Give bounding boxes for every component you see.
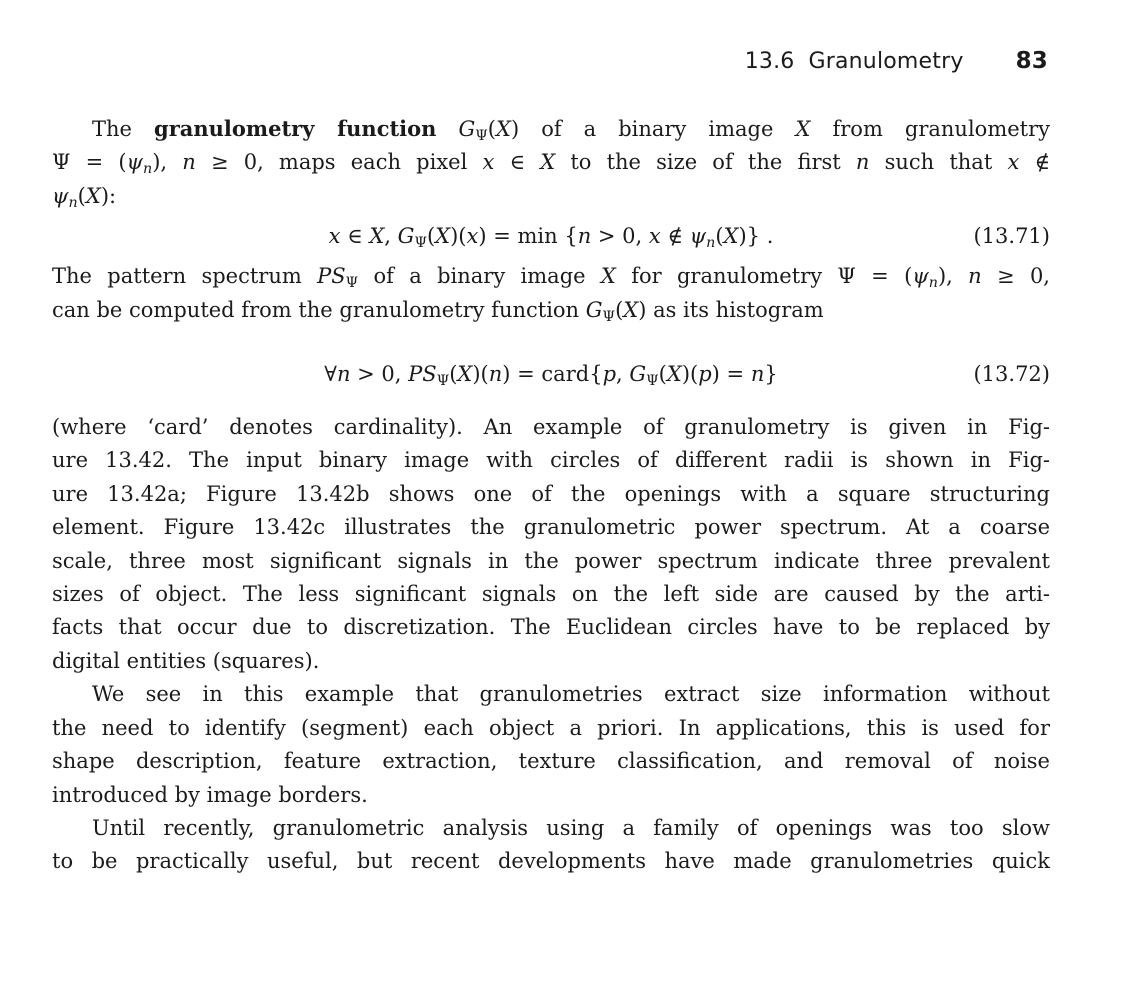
text-run: of a binary image: [519, 117, 796, 141]
paragraph: [52, 411, 1050, 678]
text-line: [52, 511, 1050, 544]
paragraph: [52, 812, 1050, 879]
text-line: [52, 779, 1050, 812]
text-run: (: [715, 224, 724, 249]
text-run: X: [435, 224, 451, 249]
text-run: n: [68, 194, 78, 211]
section-title: Granulometry: [808, 49, 964, 74]
text-run: digital entities (squares).: [52, 648, 320, 673]
text-run: x: [1007, 150, 1020, 175]
equation-body: [328, 224, 774, 252]
text-run: ),: [937, 264, 969, 289]
text-run: from granulometry: [810, 117, 1050, 141]
text-run: (: [658, 362, 667, 387]
text-run: {: [589, 362, 603, 387]
text-run: X: [496, 117, 511, 141]
text-run: facts that occur due to discretization. The Euclidean circles have to be replaced by: [52, 615, 1050, 640]
text-run: ∉: [660, 224, 690, 249]
text-run: ) = min: [478, 224, 565, 249]
text-run: the need to identify (segment) each object a priori. In applications, this is used for: [52, 715, 1050, 740]
page-body: [52, 112, 1050, 879]
text-run: )(: [450, 224, 467, 249]
text-run: n: [706, 235, 716, 252]
text-run: )(: [681, 362, 699, 387]
text-run: to be practically useful, but recent developments have made granulometries quick: [52, 849, 1050, 874]
equation-body: [324, 362, 778, 390]
text-run: element. Figure 13.42c illustrates the granulometric power spectrum. At a coarse: [52, 515, 1050, 540]
text-line: [52, 645, 1050, 678]
text-line: [52, 411, 1050, 444]
text-run: } .: [746, 224, 774, 249]
text-line: [52, 611, 1050, 644]
text-run: n: [488, 362, 503, 387]
text-run: ) =: [711, 362, 751, 387]
page-number: 83: [1015, 48, 1048, 74]
text-run: )(: [472, 362, 489, 387]
text-run: X: [666, 362, 682, 387]
text-run: ) = card: [502, 362, 590, 387]
text-line: [52, 678, 1050, 711]
text-run: p: [602, 362, 617, 387]
text-run: n: [855, 150, 870, 175]
text-line: [52, 444, 1050, 477]
paragraph: [52, 260, 1050, 327]
text-run: The: [92, 117, 155, 141]
text-run: Ψ: [602, 308, 616, 325]
text-run: ) as its histogram: [638, 297, 824, 322]
text-line: [52, 180, 1050, 213]
text-run: G: [629, 362, 647, 387]
text-run: X: [723, 224, 739, 249]
text-run: x: [482, 150, 495, 175]
text-run: n: [143, 161, 153, 178]
text-run: x: [648, 224, 661, 249]
text-run: G: [458, 117, 476, 141]
text-run: ≥ 0, maps each pixel: [195, 150, 483, 175]
text-line: [52, 712, 1050, 745]
text-line: [52, 812, 1050, 845]
text-run: G: [397, 224, 415, 249]
text-run: ψ: [689, 224, 707, 249]
paragraph: [52, 678, 1050, 812]
text-run: X: [623, 297, 639, 322]
text-run: n: [968, 264, 982, 289]
text-run: Ψ: [436, 373, 450, 390]
text-run: ψ: [912, 264, 929, 289]
text-run: > 0,: [591, 224, 649, 249]
text-run: ψ: [52, 183, 69, 208]
text-run: ∈: [340, 224, 370, 249]
text-run: G: [585, 297, 603, 322]
text-run: [436, 117, 458, 141]
text-run: We see in this example that granulometries extract size information without: [92, 682, 1050, 707]
text-run: Until recently, granulometric analysis using a family of openings was too slow: [92, 815, 1050, 840]
text-run: to the size of the first: [555, 150, 856, 175]
text-run: X: [795, 117, 811, 141]
text-run: (: [449, 362, 458, 387]
text-line: [52, 294, 1050, 327]
text-run: ):: [100, 183, 117, 208]
text-run: > 0,: [350, 362, 409, 387]
text-line: [52, 112, 1050, 146]
text-line: [52, 260, 1050, 293]
text-run: (: [77, 183, 86, 208]
text-run: Ψ: [475, 127, 488, 144]
text-run: n: [928, 275, 938, 292]
text-run: X: [600, 264, 616, 289]
text-run: of a binary image: [358, 264, 601, 289]
text-run: granulometry function: [154, 116, 437, 141]
text-run: (: [487, 117, 496, 141]
text-run: sizes of object. The less significant signals on the left side are caused by the arti-: [52, 582, 1050, 607]
text-run: such that: [869, 150, 1008, 175]
text-run: ),: [152, 150, 183, 175]
text-run: ,: [384, 224, 398, 249]
text-run: X: [85, 183, 101, 208]
text-run: n: [750, 362, 765, 387]
text-line: [52, 545, 1050, 578]
text-run: n: [577, 224, 592, 249]
text-run: ∉: [1019, 150, 1050, 175]
text-run: ∈: [494, 150, 541, 175]
paragraph: [52, 112, 1050, 213]
text-run: The pattern spectrum: [52, 264, 318, 289]
text-run: Ψ: [414, 235, 427, 252]
text-run: ure 13.42a; Figure 13.42b shows one of the openings with a square structuring: [52, 481, 1050, 506]
text-run: (: [426, 224, 436, 249]
text-run: shape description, feature extraction, texture classification, and removal of noise: [52, 749, 1050, 774]
text-line: [52, 845, 1050, 878]
text-run: PS: [317, 264, 346, 289]
equation-number: (13.72): [973, 362, 1050, 387]
text-run: x: [466, 224, 479, 249]
text-run: x: [328, 224, 341, 249]
text-run: Ψ: [345, 275, 359, 292]
text-run: ): [738, 224, 747, 249]
text-run: Ψ = (: [52, 150, 127, 175]
text-run: (where ‘card’ denotes cardinality). An example of granulometry is given in Fig-: [52, 415, 1050, 440]
text-run: Ψ: [646, 373, 659, 390]
text-run: ∀: [324, 362, 337, 387]
section-number: 13.6: [744, 49, 795, 74]
text-run: n: [336, 362, 351, 387]
text-run: scale, three most significant signals in the power spectrum indicate three prevalent: [52, 548, 1050, 573]
text-run: PS: [408, 362, 437, 387]
text-line: [52, 478, 1050, 511]
text-line: [52, 745, 1050, 778]
text-run: ure 13.42. The input binary image with circles of different radii is shown in Fig-: [52, 448, 1050, 473]
text-run: X: [540, 150, 556, 175]
running-head: [52, 48, 1048, 74]
display-equation: [52, 354, 1050, 394]
text-run: {: [564, 224, 578, 249]
text-run: X: [369, 224, 385, 249]
text-run: ,: [616, 362, 630, 387]
text-run: for granulometry Ψ = (: [615, 264, 913, 289]
text-run: introduced by image borders.: [52, 782, 368, 807]
text-line: [52, 146, 1050, 179]
text-run: (: [615, 297, 624, 322]
text-run: can be computed from the granulometry function: [52, 297, 586, 322]
equation-number: (13.71): [973, 224, 1050, 249]
text-run: ≥ 0,: [981, 264, 1050, 289]
text-run: n: [182, 150, 196, 175]
text-line: [52, 578, 1050, 611]
text-run: ): [510, 117, 520, 141]
text-run: }: [764, 362, 778, 387]
display-equation: [52, 216, 1050, 256]
text-run: p: [698, 362, 712, 387]
text-run: X: [457, 362, 473, 387]
text-run: ψ: [126, 150, 144, 175]
